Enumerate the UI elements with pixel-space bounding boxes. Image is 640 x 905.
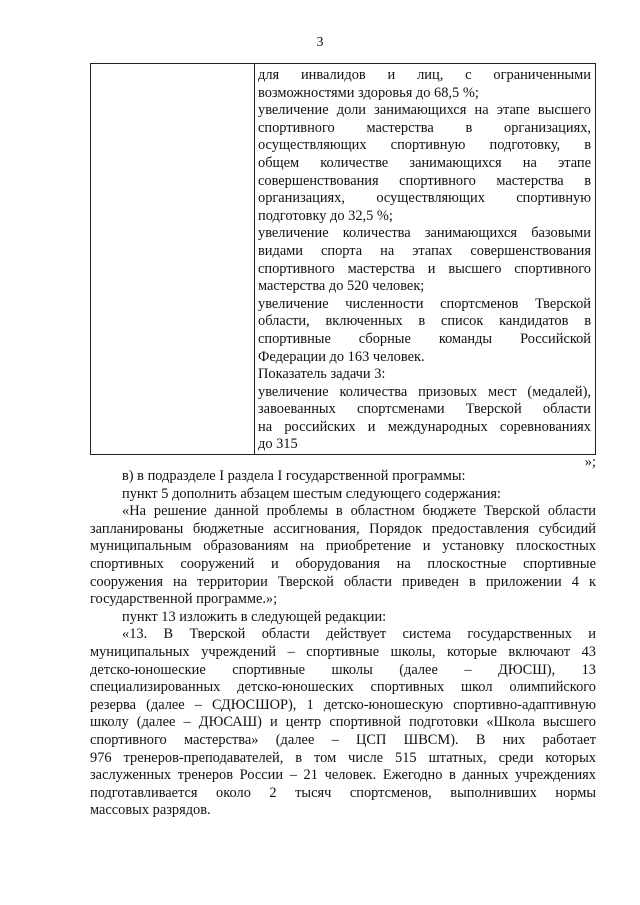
table-text-line: возможностями здоровья до 68,5 %; xyxy=(258,84,479,101)
table-text-line: спортивные сборные команды Российской xyxy=(258,330,591,347)
body-text-line: сооружения на территории Тверской области приведен в приложении 4 к xyxy=(90,573,596,590)
body-text-line: пункт 5 дополнить абзацем шестым следующего содержания: xyxy=(122,485,502,502)
body-text-line: муниципальных учреждений – спортивные школы, которые включают 43 xyxy=(90,643,596,660)
amendment-text xyxy=(90,468,596,820)
table-text-line: области, включенных в список кандидатов в xyxy=(258,313,591,330)
targets-table xyxy=(90,63,596,455)
table-text-line: осуществляющих спортивную подготовку, в xyxy=(258,137,591,154)
body-text-line: подготавливается около 2 тысяч спортсменов, выполнивших нормы xyxy=(90,784,596,801)
body-text-line: «На решение данной проблемы в областном бюджете Тверской области xyxy=(122,503,596,520)
page-number: 3 xyxy=(316,35,324,50)
table-text-line: для инвалидов и лиц, с ограниченными xyxy=(258,67,591,83)
table-text-line: на российских и международных соревнованиях xyxy=(258,418,591,435)
table-text-line: организациях, осуществляющих спортивную xyxy=(258,190,591,207)
table-column-divider xyxy=(254,64,255,454)
table-text-line: увеличение количества призовых мест (медалей), xyxy=(258,383,591,400)
table-text-line: совершенствования спортивного мастерства в xyxy=(258,172,591,189)
table-text-line: общем количестве занимающихся на этапе xyxy=(258,154,591,171)
body-text-line: в) в подразделе I раздела I государственной программы: xyxy=(122,468,466,484)
body-text-line: специализированных детско-юношеских спортивных школ олимпийского xyxy=(90,679,596,696)
table-text-line: спортивного мастерства в организациях, xyxy=(258,119,591,136)
table-text-line: Федерации до 163 человек. xyxy=(258,348,425,365)
body-text-line: муниципальным образованиям на приобретение и установку плоскостных xyxy=(90,538,596,555)
table-text-line: Показатель задачи 3: xyxy=(258,366,386,383)
body-text-line: школу (далее – ДЮСАШ) и центр спортивной подготовки «Школа высшего xyxy=(90,714,596,731)
body-text-line: спортивных сооружений и оборудования на плоскостные спортивные xyxy=(90,555,596,572)
body-text-line: запланированы бюджетные ассигнования, Порядок предоставления субсидий xyxy=(90,520,596,537)
table-text-line: мастерства до 520 человек; xyxy=(258,278,425,295)
table-text-line: увеличение доли занимающихся на этапе высшего xyxy=(258,102,591,119)
body-text-line: пункт 13 изложить в следующей редакции: xyxy=(122,608,387,625)
table-text-line: спортивного мастерства и высшего спортивного xyxy=(258,260,591,277)
body-text-line: детско-юношеские спортивные школы (далее – ДЮСШ), 13 xyxy=(90,661,596,678)
table-text-line: увеличение количества занимающихся базовыми xyxy=(258,225,591,242)
body-text-line: резерва (далее – СДЮСШОР), 1 детско-юношескую спортивно-адаптивную xyxy=(90,696,596,713)
table-text-line: до 315 xyxy=(258,436,298,453)
table-text-line: видами спорта на этапах совершенствования xyxy=(258,242,591,259)
body-text-line: 976 тренеров-преподавателей, в том числе 515 штатных, среди которых xyxy=(90,749,596,766)
table-text-line: подготовку до 32,5 %; xyxy=(258,207,393,224)
table-text-line: завоеванных спортсменами Тверской области xyxy=(258,401,591,418)
body-text-line: массовых разрядов. xyxy=(90,802,211,819)
body-text-line: «13. В Тверской области действует система государственных и xyxy=(122,626,596,643)
closing-quote-mark: »; xyxy=(584,454,596,470)
table-text-line: увеличение численности спортсменов Тверской xyxy=(258,295,591,312)
body-text-line: заслуженных тренеров России – 21 человек. Ежегодно в данных учреждениях xyxy=(90,767,596,784)
body-text-line: государственной программе.»; xyxy=(90,591,278,608)
body-text-line: спортивного мастерства» (далее – ЦСП ШВСМ). В них работает xyxy=(90,731,596,748)
table-right-cell xyxy=(258,67,591,454)
